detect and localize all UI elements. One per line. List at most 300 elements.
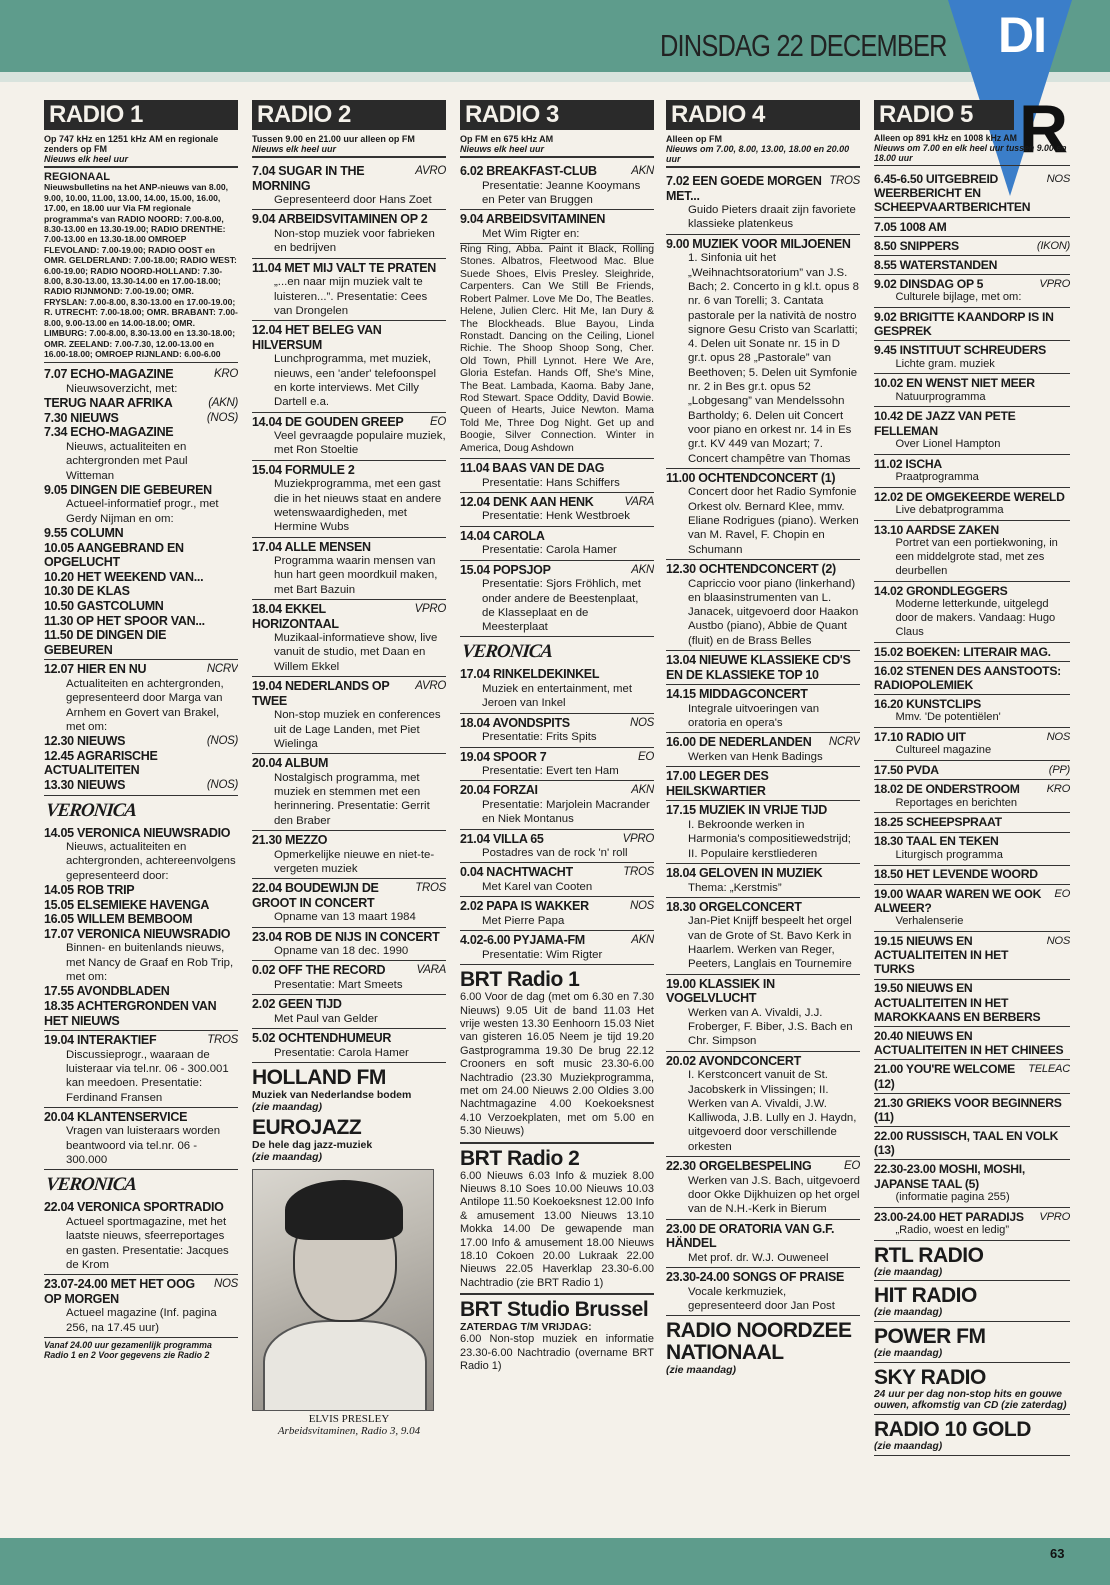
program-description: Binnen- en buitenlands nieuws, met Nancy de Graaf en Rob Trip, met om: [66,942,234,984]
radio4-column [666,100,860,1530]
broadcaster-name: AKN [631,563,654,576]
program-entry [874,1208,1070,1241]
program-entry [252,162,446,210]
program-description: Nieuws, actualiteiten en achtergronden, achtereenvolgens gepresenteerd door: [66,841,236,882]
program-title: 9.02 BRIGITTE KAANDORP IS IN GESPREK [874,309,1054,339]
program-description: Liturgisch programma [895,848,1003,861]
program-title: 16.05 WILLEM BEMBOOM [44,912,193,927]
program-title: 12.07 HIER EN NU [44,662,147,677]
broadcaster-name: TROS [415,882,446,895]
program-entry [666,801,860,863]
program-entry [460,561,654,638]
broadcaster-name: EO [637,750,654,763]
eurojazz-title: EUROJAZZ [252,1116,362,1140]
program-title: 17.07 VERONICA NIEUWSRADIO [44,926,231,941]
program-title: 10.02 EN WENST NIET MEER [874,376,1035,391]
program-description: Veel gevraagde populaire muziek, met Ron Stoeltie [274,430,446,457]
radio1-header [44,100,238,130]
radio1-late [44,1198,238,1338]
program-title: 7.30 NIEUWS [44,410,119,425]
program-title: 15.05 ELSEMIEKE HAVENGA [44,897,210,912]
program-title: 7.05 1008 AM [874,219,947,234]
brt1-text: 6.00 Voor de dag (met om 6.30 en 7.30 Nieuws) 9.05 Uit de band 11.03 Het vrije westen 13.30 Eenhoorn 15.03 Niet van gisteren 16.05 Neem je tijd 19.20 Gastprogramma 19.30 De brug 22.12 Crooners en soft music 23.30-6.00 Nachtradio (23.30 Muziekprogramma, met om 24.00 Nieuws 2.00 Oldies 3.00 Nachtmagazine 4.00 Koekoeksnest 4.10 Verzoekplaten, met om 5.00 en 5.30 Nieuws) [460,991,654,1143]
program-entry [252,600,446,677]
program-title: 22.30-23.00 MOSHI, MOSHI, JAPANSE TAAL (5) [874,1162,1025,1191]
program-title: 22.04 VERONICA SPORTRADIO [44,1200,224,1215]
program-title: 10.42 DE JAZZ VAN PETE FELLEMAN [874,409,1016,438]
program-title: 13.04 NIEUWE KLASSIEKE CD'S EN DE KLASSIEKE TOP 10 [666,652,851,682]
program-description: Muzikaal-informatieve show, live vanuit de studio, met Daan en Willem Ekkel [274,632,438,673]
program-entry [44,1198,238,1275]
program-title: 12.04 HET BELEG VAN HILVERSUM [252,323,382,352]
brt2-title: BRT Radio 2 [460,1146,580,1170]
station-note: 24 uur per dag non-stop hits en gouwe ouwen, afkomstig van CD (zie zaterdag) [874,1389,1070,1415]
program-title: 18.02 DE ONDERSTROOM [874,782,1020,797]
brt-studio-title: BRT Studio Brussel [460,1298,649,1322]
program-title: 17.04 RINKELDEKINKEL [460,667,600,682]
program-entry [666,733,860,767]
program-description: Presentatie: Sjors Fröhlich, met onder andere de Beestenplaat, de Klasseplaat en de Meesterplaat [482,578,641,634]
brt1-title: BRT Radio 1 [460,968,580,992]
program-title: 20.04 ALBUM [252,756,329,771]
program-group [44,365,238,660]
program-title: 10.20 HET WEEKEND VAN... [44,569,204,584]
program-title: 20.04 FORZAI [460,783,538,798]
radio5-column [874,100,1070,1530]
program-description: Presentatie: Frits Spits [482,731,597,744]
program-entry [44,1108,238,1170]
program-title: 21.30 GRIEKS VOOR BEGINNERS (11) [874,1095,1062,1124]
brt2-text: 6.00 Nieuws 6.03 Info & muziek 8.00 Nieuws 8.10 Soes 10.00 Nieuws 10.03 Antilope 11.50 Koekoeksnest 12.00 Info & amusement 13.00 Nieuws 13.10 Mokka 14.00 De gewapende man 17.00 Info & amusement 18.00 Nieuws 18.10 Cokoen 20.00 Lukraak 22.00 Nieuws 22.05 Haverklap 23.30-6.00 Nachtradio (zie BRT Radio 1) [460,1170,654,1296]
program-description: 1. Sinfonia uit het „Weihnachtsoratorium” van J.S. Bach; 2. Concerto in g kl.t. opus 8 nr. 6 van Torelli; 3. Cantata pastorale per la natività de nostro signore Gesu Cristo van Scarlatti; 4. Delen uit Sonate nr. 15 in D gr.t. opus 28 „Pastorale” van Beethoven; 5. Delen uit Symfonie nr. 2 in Bes gr.t. opus 52 „Lobgesang” van Mendelssohn Bartholdy; 6. Delen uit Concert voor piano en orkest nr. 14 in Es gr.t. KV 449 van Mozart; 7. Concert champêtre van Thomas [688,252,859,465]
program-title: 9.55 COLUMN [44,526,124,541]
program-entry [874,643,1070,662]
program-title: 9.45 INSTITUUT SCHREUDERS [874,343,1046,358]
broadcaster-name: VPRO [622,832,654,845]
radio2-title: RADIO 2 [257,101,351,128]
program-title: 18.04 AVONDSPITS [460,715,570,730]
program-title: 17.55 AVONDBLADEN [44,984,170,999]
program-entry [874,521,1070,582]
program-title: 19.04 SPOOR 7 [460,749,547,764]
program-title: 16.02 STENEN DES AANSTOOTS: RADIOPOLEMIEK [874,663,1061,692]
program-description: Lichte gram. muziek [895,357,995,370]
program-description: Actualiteiten en achtergronden, gepresenteerd door Marga van Arnhem en Govert van Brakel, met om: [66,678,224,733]
radio5-header [874,100,1070,130]
program-description: Lunchprogramma, met muziek, nieuws, een 'ander' telefoonspel en korte interviews. Met Cilly Dartell e.a. [274,353,437,409]
program-description: I. Bekroonde werken in Harmonia's compositiewedstrijd; II. Populaire kerstliederen [688,819,851,860]
program-entry [666,1268,860,1316]
program-title: 23.00 DE ORATORIA VAN G.F. HÄNDEL [666,1221,835,1251]
program-description: Gepresenteerd door Hans Zoet [274,194,432,207]
broadcaster-name: AVRO [415,680,446,693]
broadcaster-name: AKN [631,934,654,947]
program-entry [874,488,1070,521]
program-title: 13.30 NIEUWS [44,777,126,792]
program-description: Met Karel van Cooten [482,881,593,894]
program-title: 14.05 ROB TRIP [44,883,135,898]
program-title: 6.02 BREAKFAST-CLUB [460,164,597,178]
program-description: Met Wim Rigter en: [482,227,580,240]
program-entry [252,259,446,321]
program-entry [874,1160,1070,1207]
program-title: 13.10 AARDSE ZAKEN [874,522,999,537]
program-title: 20.40 NIEUWS EN ACTUALITEITEN IN HET CHINEES [874,1029,1064,1058]
program-title: 19.00 WAAR WAREN WE OOK ALWEER? [874,886,1042,915]
radio1-title: RADIO 1 [49,101,143,128]
program-title: 22.04 BOUDEWIJN DE GROOT IN CONCERT [252,881,379,910]
program-entry [874,218,1070,237]
program-entry [460,748,654,782]
program-title: TERUG NAAR AFRIKA [44,396,173,411]
program-description: Muziekprogramma, met een gast die in het nieuws staat en andere wetenswaardigheden, met Hermine Wubs [274,478,442,534]
broadcaster-name: EO [429,415,446,428]
program-title: 12.02 DE OMGEKEERDE WERELD [874,489,1065,504]
station-title: POWER FM [874,1325,986,1349]
program-entry [460,162,654,210]
program-description: Thema: „Kerstmis” [688,881,782,894]
radio1-intro: Op 747 kHz en 1251 kHz AM en regionale zenders op FM Nieuws elk heel uur [44,134,238,168]
program-entry [460,459,654,493]
radio1-morning [44,365,238,660]
program-entry [874,662,1070,695]
broadcaster-name: NOS [1046,934,1070,947]
program-entry [252,210,446,258]
program-entry [666,685,860,733]
broadcaster-name: VARA [624,495,654,508]
program-title: 2.02 PAPA IS WAKKER [460,899,589,914]
program-title: 17.04 ALLE MENSEN [252,539,371,554]
station-title: RTL RADIO [874,1243,984,1267]
program-entry [252,461,446,538]
program-description: „Radio, woest en ledig” [895,1223,1010,1236]
program-title: 23.04 ROB DE NIJS IN CONCERT [252,929,440,944]
brt-studio-text: 6.00 Non-stop muziek en informatie 23.30-6.00 Nachtradio (overname BRT Radio 1) [460,1333,654,1373]
program-entry [666,975,860,1052]
program-title: 17.00 LEGER DES HEILSKWARTIER [666,769,769,798]
program-title: 18.50 HET LEVENDE WOORD [874,867,1038,882]
program-entry [874,1127,1070,1160]
program-description: Presentatie: Mart Smeets [274,979,403,992]
radio3-programs-2 [460,459,654,637]
program-title: 11.02 ISCHA [874,456,942,471]
radio1-midday [44,660,238,795]
program-entry [460,863,654,897]
photo-caption: ELVIS PRESLEY Arbeidsvitaminen, Radio 3, 9.04 [277,1413,421,1438]
station-note: (zie maandag) [874,1441,1070,1456]
program-description: Cultureel magazine [895,744,992,757]
holland-fm-sub: Muziek van Nederlandse bodem [252,1089,412,1102]
program-title: 10.50 GASTCOLUMN [44,599,164,614]
program-title: 9.00 MUZIEK VOOR MILJOENEN [666,236,851,251]
program-description: Vocale kerkmuziek, gepresenteerd door Jan Post [688,1285,835,1312]
other-stations [874,1245,1070,1456]
radio4-programs [666,172,860,1316]
radio5-programs [874,170,1070,1241]
program-title: 8.55 WATERSTANDEN [874,257,998,272]
program-title: 11.50 DE DINGEN DIE GEBEUREN [44,628,167,657]
station-note: (zie maandag) [874,1307,1070,1322]
program-entry [874,256,1070,275]
radio2-column [252,100,446,1530]
program-entry [666,898,860,975]
broadcaster-name: VPRO [1039,1210,1070,1223]
song-list: Ring Ring, Abba. Paint it Black, Rolling Stones. Albatros, Fleetwood Mac. Blue Suede Shoes, Elvis Presley. Sleighride, Carpenters. Can We Still Be Friends, Robert Palmer. Love Me Do, The Beatles. Helene, Julien Clerc. Hit Me, Ian Dury & The Blockheads. Blue Bayou, Linda Ronstadt. Dancing on the Ceiling, Lionel Richie. The Shoop Shoop Song, Cher. Old Town, Phill Lynnot. Here We Are, Gloria Estefan. Hands Off, She's Mine, The Beat. Lambada, Kaoma. Baby Jane, Rod Stewart. Space Oddity, David Bowie. Queen of Hearts, Juice Newton. Mama Told Me, Three Dog Night. Get up and Boogie, Silver Connection. Winter in America, Doug Ashdown [460,244,654,459]
program-description: Jan-Piet Knijff bespeelt het orgel van de Grote of St. Bavo Kerk in Haarlem. Werken van Reger, Peeters, Langlais en Tournemire [688,915,852,971]
broadcaster-name: TROS [829,175,860,187]
program-entry [874,728,1070,761]
radio3-programs [460,162,654,244]
station-title: RADIO 10 GOLD [874,1418,1031,1442]
radio5-intro: Alleen op 891 kHz en 1008 kHz AM Nieuws om 7.00 en elk heel uur tussen 9.00 en 18.00 uur [874,134,1070,166]
program-description: Nieuwsoverzicht, met: [66,382,178,395]
broadcaster-name: NOS [629,716,654,729]
program-description: Vragen van luisteraars worden beantwoord via tel.nr. 06 - 300.000 [66,1125,221,1167]
program-entry [874,761,1070,780]
program-description: Opmerkelijke nieuwe en niet-te-vergeten muziek [274,848,435,875]
station-title: HIT RADIO [874,1284,977,1308]
program-entry [252,321,446,412]
program-description: Over Lionel Hampton [895,437,1001,450]
program-entry [666,469,860,560]
program-entry [460,665,654,713]
program-description: Presentatie: Wim Rigter [482,948,603,961]
program-entry [874,308,1070,341]
program-entry [874,833,1070,866]
radio2-header [252,100,446,130]
program-title: 0.02 OFF THE RECORD [252,963,386,978]
program-description: Actueel sportmagazine, met het laatste nieuws, sfeerreportages en gasten. Presentatie: Jacques de Krom [66,1215,229,1271]
program-description: Integrale uitvoeringen van oratoria en opera's [688,702,820,730]
broadcaster-name: VPRO [1039,277,1070,290]
broadcaster-name: (NOS) [206,411,238,424]
program-title: 19.04 NEDERLANDS OP TWEE [252,679,390,708]
program-entry [252,879,446,927]
program-entry [666,235,860,469]
program-title: 12.30 OCHTENDCONCERT (2) [666,561,836,576]
program-title: 7.07 ECHO-MAGAZINE [44,367,174,382]
program-title: 18.30 ORGELCONCERT [666,899,802,914]
program-entry [666,1220,860,1268]
program-description: Presentatie: Jeanne Kooymans en Peter van Bruggen [482,179,641,206]
program-entry [252,413,446,461]
program-title: 19.04 INTERAKTIEF [44,1033,157,1048]
program-entry [666,1157,860,1219]
program-title: 12.45 AGRARISCHE ACTUALITEITEN [44,748,158,778]
program-title: 8.50 SNIPPERS [874,238,959,253]
program-title: 18.30 TAAL EN TEKEN [874,834,999,849]
broadcaster-name: NOS [629,900,654,913]
program-description: Actueel-informatief progr., met Gerdy Nijman en om: [66,498,219,525]
program-entry [252,831,446,879]
program-entry [874,455,1070,488]
program-description: Natuurprogramma [895,390,986,403]
program-title: 5.02 OCHTENDHUMEUR [252,1031,392,1046]
program-entry [252,961,446,995]
broadcaster-name: (IKON) [1036,239,1070,252]
program-title: 9.02 DINSDAG OP 5 [874,276,984,291]
program-title: 11.04 BAAS VAN DE DAG [460,460,605,475]
program-entry [874,780,1070,813]
program-title: 15.04 FORMULE 2 [252,462,355,477]
program-title: 19.50 NIEUWS EN ACTUALITEITEN IN HET MAROKKAANS EN BERBERS [874,981,1041,1024]
program-entry [666,172,860,235]
radio1-evening [44,1031,238,1170]
program-title: 11.00 OCHTENDCONCERT (1) [666,470,836,485]
program-title: 17.10 RADIO UIT [874,730,966,745]
program-title: 21.30 MEZZO [252,832,328,847]
program-description: Muziek en entertainment, met Jeroen van Inkel [482,683,633,710]
elvis-photo [252,1169,434,1411]
program-description: Opname van 13 maart 1984 [274,911,416,924]
program-title: 10.05 AANGEBRAND EN OPGELUCHT [44,540,184,570]
program-entry [874,170,1070,218]
broadcaster-name: TROS [207,1034,238,1047]
radio4-title: RADIO 4 [671,101,765,128]
program-title: 15.04 POPSJOP [460,562,551,577]
program-title: 11.04 MET MIJ VALT TE PRATEN [252,260,436,275]
broadcaster-name: NOS [1046,173,1070,186]
program-title: 20.02 AVONDCONCERT [666,1053,801,1068]
program-entry [460,830,654,864]
program-title: 19.15 NIEUWS EN ACTUALITEITEN IN HET TURKS [874,933,1009,977]
program-title: 7.34 ECHO-MAGAZINE [44,425,174,440]
broadcaster-name: TROS [623,866,654,879]
program-entry [874,932,1070,980]
program-title: 4.02-6.00 PYJAMA-FM [460,933,585,948]
program-title: 23.07-24.00 MET HET OOG OP MORGEN [44,1277,195,1306]
program-title: 18.35 ACHTERGRONDEN VAN HET NIEUWS [44,998,217,1028]
program-entry [874,980,1070,1028]
program-title: 12.04 DENK AAN HENK [460,494,594,509]
program-entry [460,493,654,527]
program-description: I. Kerstconcert vanuit de St. Jacobskerk in Vlissingen; II. Werken van A. Vivaldi, J.W. Kalliwoda, J.B. Lully en J. Haydn, uitgevoerd door verschillende orkesten [688,1069,857,1153]
program-description: Nostalgisch programma, met muziek en stemmen met een herinnering. Presentatie: Gerrit den Braber [274,771,430,827]
program-description: Capriccio voor piano (linkerhand) en blaasinstrumenten van L. Janacek, uitgevoerd door Haakon Austbo (piano), Abbie de Quant (fluit) en de Brass Belles [688,577,859,647]
program-entry [874,407,1070,454]
program-title: 14.02 GRONDLEGGERS [874,583,1008,598]
program-entry [252,928,446,962]
radio4-header [666,100,860,130]
broadcaster-name: EO [1054,887,1070,900]
program-entry [460,897,654,931]
program-description: Presentatie: Henk Westbroek [482,510,630,523]
veronica-logo-3: VERONICA [460,641,554,663]
program-description: Concert door het Radio Symfonie Orkest olv. Bernard Klee, mmv. Eliane Rodrigues (piano). Werken van M. Ravel, F. Chopin en Schumann [688,486,859,556]
holland-fm-see: (zie maandag) [252,1101,323,1114]
program-description: Werken van Henk Badings [688,750,823,763]
station-title: SKY RADIO [874,1365,986,1389]
radio-noordzee-see: (zie maandag) [666,1364,737,1377]
program-description: Verhalenserie [895,915,964,928]
broadcaster-name: NCRV [828,736,860,749]
program-description: Presentatie: Evert ten Ham [482,765,619,778]
program-description: Presentatie: Hans Schiffers [482,476,620,489]
veronica-logo-2: VERONICA [44,1174,138,1196]
day-abbreviation: DI [998,7,1046,63]
program-entry [252,1029,446,1063]
program-description: Mmv. 'De potentiëlen' [895,711,1001,724]
program-title: 2.02 GEEN TIJD [252,997,342,1012]
program-title: 16.20 KUNSTCLIPS [874,697,981,712]
program-title: 15.02 BOEKEN: LITERAIR MAG. [874,644,1051,659]
broadcaster-name: AKN [631,784,654,797]
program-title: 7.02 EEN GOEDE MORGEN MET... [666,174,822,203]
radio2-programs [252,162,446,1063]
program-title: 9.05 DINGEN DIE GEBEUREN [44,482,212,497]
program-title: 14.04 CAROLA [460,528,545,543]
station-note: (zie maandag) [874,1348,1070,1363]
program-entry [666,1052,860,1157]
program-entry [874,885,1070,932]
broadcaster-name: NOS [213,1278,238,1291]
program-title: 19.00 KLASSIEK IN VOGELVLUCHT [666,976,775,1006]
program-title: 6.45-6.50 UITGEBREID WEERBERICHT EN SCHEEPVAARTBERICHTEN [874,172,1031,215]
program-description: Presentatie: Carola Hamer [274,1046,409,1059]
broadcaster-name: TELEAC [1028,1063,1070,1076]
veronica-logo: VERONICA [44,799,138,821]
program-description: Live debatprogramma [895,503,1004,516]
program-title: 11.30 OP HET SPOOR VAN... [44,613,205,628]
program-title: 0.04 NACHTWACHT [460,865,573,880]
radio3-column [460,100,654,1530]
program-entry [874,1060,1070,1093]
program-entry [874,341,1070,374]
program-entry [666,767,860,801]
program-description: Praatprogramma [895,470,979,483]
eurojazz-see: (zie maandag) [252,1151,323,1164]
program-description: Non-stop muziek voor fabrieken en bedrijven [274,228,435,255]
program-entry [874,695,1070,728]
program-title: 12.30 NIEUWS [44,734,126,749]
program-description: Portret van een portiekwoning, in een middelgrote stad, met zes deurbellen [895,537,1058,577]
program-title: 20.04 KLANTENSERVICE [44,1109,188,1124]
program-entry [460,527,654,561]
radio1-afternoon [44,824,238,1032]
program-entry [874,582,1070,643]
program-entry [874,374,1070,407]
program-entry [874,237,1070,256]
program-title: 21.00 YOU'RE WELCOME (12) [874,1062,1015,1091]
eurojazz-sub: De hele dag jazz-muziek [252,1139,373,1152]
program-entry [874,275,1070,308]
program-description: Nieuws, actualiteiten en achtergronden met Paul Witteman [66,440,188,482]
program-description: Moderne letterkunde, uitgelegd door de makers. Vandaag: Hugo Claus [895,597,1056,638]
program-entry [252,538,446,600]
program-entry [252,754,446,831]
program-entry [460,210,654,244]
radio5-title: RADIO 5 [879,101,973,128]
program-title: 17.15 MUZIEK IN VRIJE TIJD [666,803,827,818]
program-title: 9.04 ARBEIDSVITAMINEN OP 2 [252,212,428,227]
program-entry [460,931,654,965]
program-entry [252,677,446,754]
program-title: 21.04 VILLA 65 [460,831,544,846]
radio3-header [460,100,654,130]
radio1-footnote: Vanaf 24.00 uur gezamenlijk programma Radio 1 en 2 Voor gegevens zie Radio 2 [44,1339,212,1361]
program-description: Discussieprogr., waaraan de luisteraar via tel.nr. 06 - 300.001 kan meedoen. Presentatie: Ferdinand Fransen [66,1048,229,1104]
program-title: 7.04 SUGAR IN THE MORNING [252,164,365,193]
program-entry [460,781,654,829]
program-description: Programma waarin mensen van hun hart geen moordkuil maken, met Bart Bazuin [274,555,438,596]
program-description: Werken van A. Vivaldi, J.J. Froberger, F. Biber, J.S. Bach en Chr. Simpson [688,1006,853,1048]
radio3-programs-3 [460,665,654,965]
radio-noordzee-title: RADIO NOORDZEE NATIONAAL [666,1319,852,1365]
station-note: (zie maandag) [874,1267,1070,1282]
broadcaster-name: VPRO [414,602,446,615]
broadcaster-name: (NOS) [206,778,238,791]
page-day-title: DINSDAG 22 DECEMBER [660,28,947,63]
